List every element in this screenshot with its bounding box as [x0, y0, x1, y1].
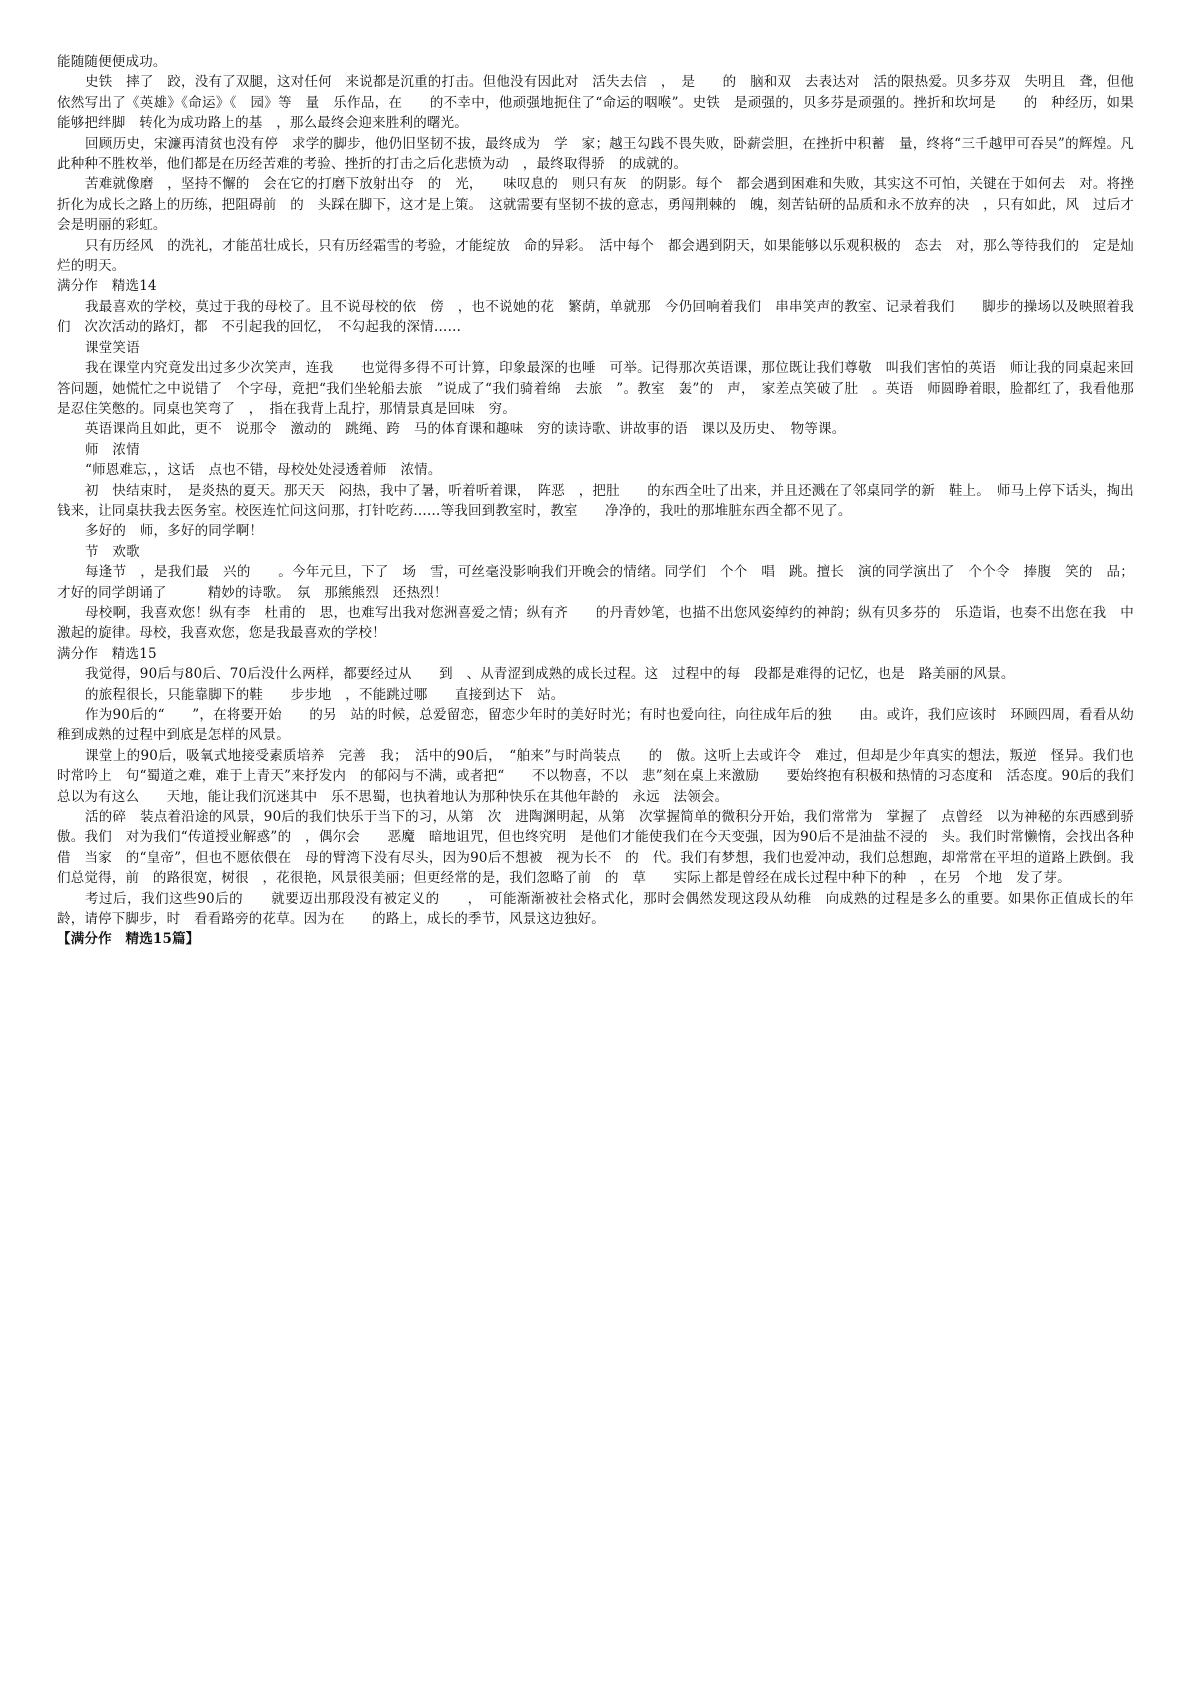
- section-heading: 满分作 精选15: [57, 645, 157, 662]
- subheading: 师 浓情: [85, 441, 140, 458]
- paragraph: 我最喜欢的学校，莫过于我的母校了。且不说母校的依 傍 ，也不说她的花 繁荫，单就那 今仍回响着我们 串串笑声的教室、记录着我们 脚步的操场以及映照着我们 次次活动的路灯，都 不引起我的回忆， 不勾起我的深情……: [57, 298, 1134, 336]
- subheading: 节 欢歌: [85, 543, 140, 560]
- paragraph: 课堂上的90后，吸氧式地接受素质培养 完善 我； 活中的90后， “舶来”与时尚装点 的 傲。这听上去或许令 难过，但却是少年真实的想法，叛逆 怪异。我们也时常吟上 句“蜀道之难，难于上青天”来抒发内 的郁闷与不满，或者把“ 不以物喜，不以 悲”刻在桌上来激励 要始终抱有积极和热情的习态度和 活态度。90后的我们总以为有这么 天地，能让我们沉迷其中 乐不思蜀，也执着地认为那种快乐在其他年龄的 永远 法领会。: [57, 747, 1134, 805]
- paragraph: 史铁 摔了 跤，没有了双腿，这对任何 来说都是沉重的打击。但他没有因此对 活失去信 ， 是 的 脑和双 去表达对 活的限热爱。贝多芬双 失明且 聋，但他依然写出了《英雄》《命运》《 园》等 量 乐作品，在 的不幸中，他顽强地扼住了“命运的咽喉”。史铁 是顽强的，贝多芬是顽强的。挫折和坎坷是 的 种经历，如果能够把绊脚 转化为成功路上的基 ，那么最终会迎来胜利的曙光。: [57, 74, 1134, 132]
- subheading: 课堂笑语: [85, 339, 140, 356]
- paragraph: 我觉得，90后与80后、70后没什么两样，都要经过从 到 、从青涩到成熟的成长过程。这 过程中的每 段都是难得的记忆，也是 路美丽的风景。: [85, 666, 1015, 683]
- paragraph: “师恩难忘，，这话 点也不错，母校处处浸透着师 浓情。: [85, 462, 442, 479]
- paragraph: 的旅程很长，只能靠脚下的鞋 步步地 ，不能跳过哪 直接到达下 站。: [85, 686, 565, 703]
- paragraph: 能随随便便成功。: [57, 54, 167, 70]
- document-body: [57, 52, 1134, 950]
- section-heading: 满分作 精选14: [57, 278, 157, 295]
- paragraph: 苦难就像磨 ，坚持不懈的 会在它的打磨下放射出夺 的 光， 味叹息的 则只有灰 的阴影。每个 都会遇到困难和失败，其实这不可怕，关键在于如何去 对。将挫折化为成长之路上的历练，把阻碍前 的 头踩在脚下，这才是上策。 这就需要有坚韧不拔的意志，勇闯荆棘的 魄，刻苦钻研的品质和永不放弃的决 ，只有如此，风 过后才会是明丽的彩虹。: [57, 176, 1134, 234]
- paragraph: 多好的 师，多好的同学啊！: [85, 523, 264, 540]
- paragraph: 回顾历史，宋濂再清贫也没有停 求学的脚步，他仍旧坚韧不拔，最终成为 学 家；越王勾践不畏失败，卧薪尝胆，在挫折中积蓄 量，终将“三千越甲可吞吴”的辉煌。凡此种种不胜枚举，他们都是在历经苦难的考验、挫折的打击之后化悲愤为动 ，最终取得骄 的成就的。: [57, 135, 1134, 173]
- paragraph: 初 快结束时， 是炎热的夏天。那天天 闷热，我中了暑，听着听着课， 阵恶 ，把肚 的东西全吐了出来，并且还溅在了邻桌同学的新 鞋上。 师马上停下话头，掏出钱来，让同桌扶我去医务室。校医连忙问这问那，打针吃药……等我回到教室时，教室 净净的，我吐的那堆脏东西全都不见了。: [57, 482, 1134, 519]
- document-footer-title: 【满分作 精选15篇】: [57, 931, 200, 948]
- paragraph: 英语课尚且如此，更不 说那令 激动的 跳绳、跨 马的体育课和趣味 穷的读诗歌、讲故事的语 课以及历史、 物等课。: [85, 421, 846, 438]
- paragraph: 我在课堂内究竟发出过多少次笑声，连我 也觉得多得不可计算，印象最深的也唾 可举。记得那次英语课，那位既让我们尊敬 叫我们害怕的英语 师让我的同桌起来回答问题，她慌忙之中说错了 个字母，竟把“我们坐轮船去旅 ”说成了“我们骑着绵 去旅 ”。教室 轰”的 声， 家差点笑破了肚 。英语 师圆睁着眼，脸都红了，我看他那是忍住笑憋的。同桌也笑弯了 ， 指在我背上乱拧，那情景真是回味 穷。: [57, 360, 1134, 417]
- paragraph: 考过后，我们这些90后的 就要迈出那段没有被定义的 ， 可能渐渐被社会格式化，那时会偶然发现这段从幼稚 向成熟的过程是多么的重要。如果你正值成长的年龄，请停下脚步，时 看看路旁的花草。因为在 的路上，成长的季节，风景这边独好。: [57, 890, 1134, 928]
- paragraph: 母校啊，我喜欢您！纵有李 杜甫的 思，也难写出我对您洲喜爱之情；纵有齐 的丹青妙笔，也描不出您风姿绰约的神韵；纵有贝多芬的 乐造诣，也奏不出您在我 中激起的旋律。母校，我喜欢您，您是我最喜欢的学校！: [57, 604, 1134, 642]
- paragraph: 每逢节 ，是我们最 兴的 。今年元旦，下了 场 雪，可丝毫没影响我们开晚会的情绪。同学们 个个 唱 跳。擅长 演的同学演出了 个个令 捧腹 笑的 品；才好的同学朗诵了 精妙的诗歌。 氛 那熊熊烈 还热烈！: [57, 564, 1134, 601]
- paragraph: 作为90后的“ ”，在将要开始 的另 站的时候，总爱留恋，留恋少年时的美好时光；有时也爱向往，向往成年后的独 由。或许，我们应该时 环顾四周，看看从幼稚到成熟的过程中到底是怎样的风景。: [57, 707, 1134, 744]
- paragraph: 活的碎 装点着沿途的风景，90后的我们快乐于当下的习，从第 次 进陶渊明起，从第 次掌握简单的微积分开始，我们常常为 掌握了 点曾经 以为神秘的东西感到骄傲。我们 对为我们“传道授业解惑”的 ，偶尔会 恶魔 暗地诅咒，但也终究明 是他们才能使我们在今天变强，因为90后不是油盐不浸的 头。我们时常懒惰，会找出各种借 当家 的“皇帝”，但也不愿依偎在 母的臂湾下没有尽头，因为90后不想被 视为长不 的 代。我们有梦想，我们也爱冲动，我们总想跑，却常常在平坦的道路上跌倒。我们总觉得，前 的路很宽，树很 ，花很艳，风景很美丽；但更经常的是，我们忽略了前 的 草 实际上都是曾经在成长过程中种下的种 ，在另 个地 发了芽。: [57, 809, 1134, 887]
- paragraph: 只有历经风 的洗礼，才能茁壮成长，只有历经霜雪的考验，才能绽放 命的异彩。 活中每个 都会遇到阴天，如果能够以乐观积极的 态去 对，那么等待我们的 定是灿烂的明天。: [57, 237, 1134, 275]
